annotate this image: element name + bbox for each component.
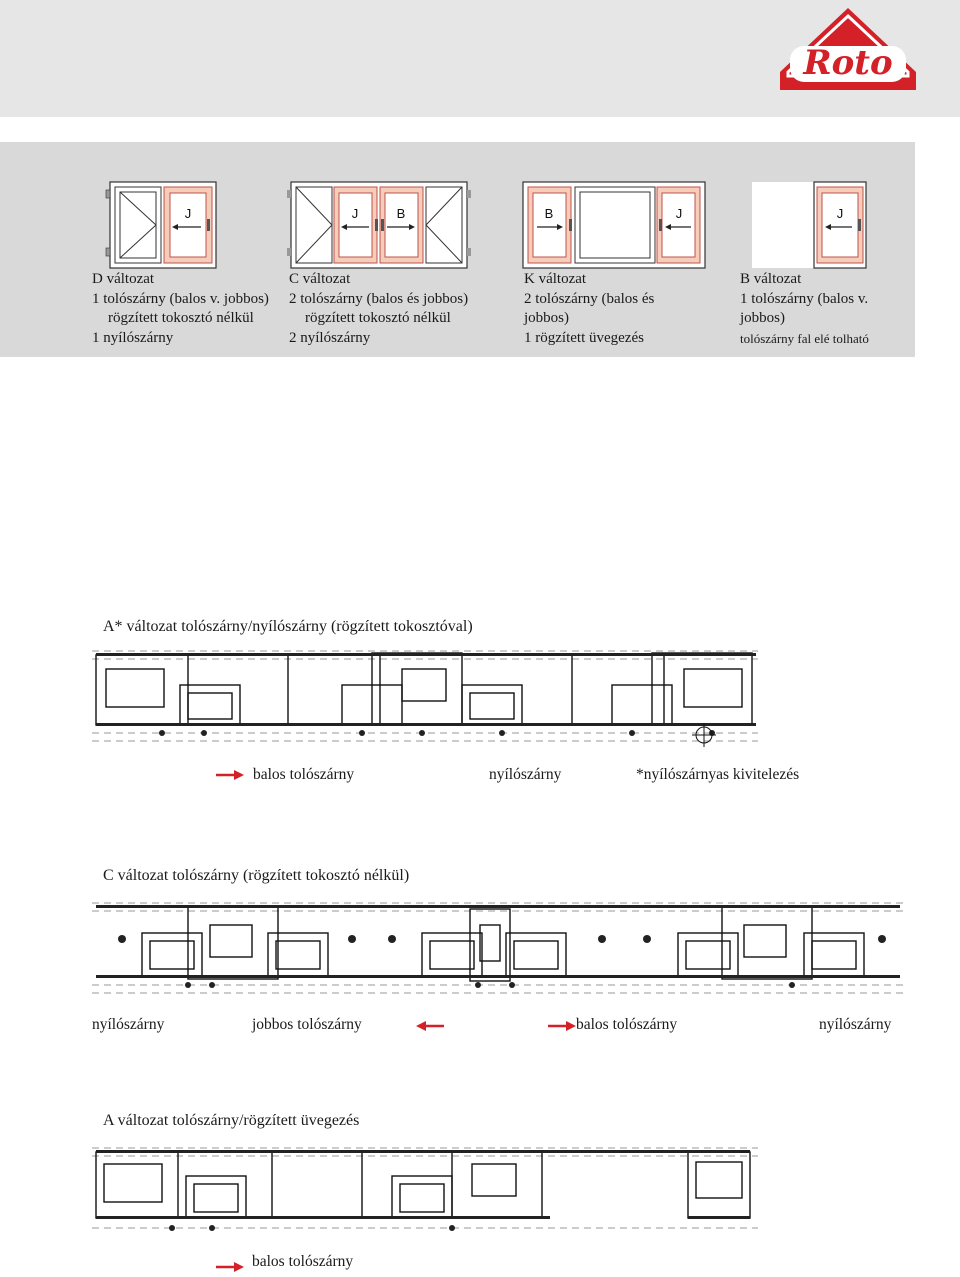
variant-line: rögzített tokosztó nélkül	[305, 310, 451, 326]
section-title-a-star: A* változat tolószárny/nyílószárny (rögzített tokosztóval)	[103, 618, 473, 635]
caption-jobbos-toloszarny: jobbos tolószárny	[252, 1016, 362, 1033]
variant-title: B változat	[740, 271, 802, 287]
roto-logo	[778, 6, 918, 92]
variant-line: tolószárny fal elé tolható	[740, 330, 869, 346]
sash-label-right: J	[675, 206, 683, 221]
variant-line: 2 tolószárny (balos és jobbos)	[289, 290, 469, 307]
variant-c-text	[289, 270, 468, 348]
variant-title: D változat	[92, 271, 155, 287]
caption-nyiloszarnyas-kivitelezes: *nyílószárnyas kivitelezés	[636, 766, 800, 783]
variant-line: 2 tolószárny (balos és	[524, 290, 655, 307]
caption-balos-toloszarny: balos tolószárny	[253, 766, 355, 783]
variant-diagram-k	[523, 182, 708, 272]
section-title-c: C változat tolószárny (rögzített tokosztó nélkül)	[103, 867, 410, 884]
sash-label: J	[184, 206, 192, 221]
sash-label-right: B	[396, 206, 406, 221]
variant-line: jobbos)	[740, 310, 785, 326]
caption-balos-toloszarny: balos tolószárny	[252, 1253, 354, 1270]
variant-b-text	[740, 270, 869, 348]
sash-label: J	[836, 206, 844, 221]
variant-line: 1 rögzített üvegezés	[524, 329, 644, 346]
variant-d-text	[92, 270, 269, 348]
variant-diagram-c	[287, 182, 472, 272]
variant-diagram-d	[106, 182, 221, 272]
variant-line: 2 nyílószárny	[289, 329, 371, 346]
caption-nyiloszarny-right: nyílószárny	[819, 1016, 892, 1033]
roto-logo-text: Roto	[803, 43, 893, 83]
caption-balos-toloszarny: balos tolószárny	[576, 1016, 678, 1033]
section-title-a: A változat tolószárny/rögzített üvegezés	[103, 1112, 360, 1129]
variant-title: C változat	[289, 271, 351, 287]
profile-drawing-c	[92, 895, 907, 1005]
header-gap	[0, 117, 960, 142]
variant-line: 1 tolószárny (balos v. jobbos)	[92, 290, 269, 307]
variant-diagram-b	[750, 182, 870, 272]
variant-line: rögzített tokosztó nélkül	[108, 310, 254, 326]
variant-k-text	[524, 270, 654, 348]
caption-nyiloszarny: nyílószárny	[489, 766, 562, 783]
variant-title: K változat	[524, 271, 587, 287]
sash-label-left: J	[351, 206, 359, 221]
variant-line: 1 nyílószárny	[92, 329, 174, 346]
sash-label-left: B	[544, 206, 554, 221]
caption-nyiloszarny-left: nyílószárny	[92, 1016, 165, 1033]
profile-drawing-a-star	[92, 645, 762, 755]
profile-drawing-a	[92, 1140, 762, 1245]
variant-line: 1 tolószárny (balos v.	[740, 290, 869, 307]
variant-line: jobbos)	[524, 310, 569, 326]
